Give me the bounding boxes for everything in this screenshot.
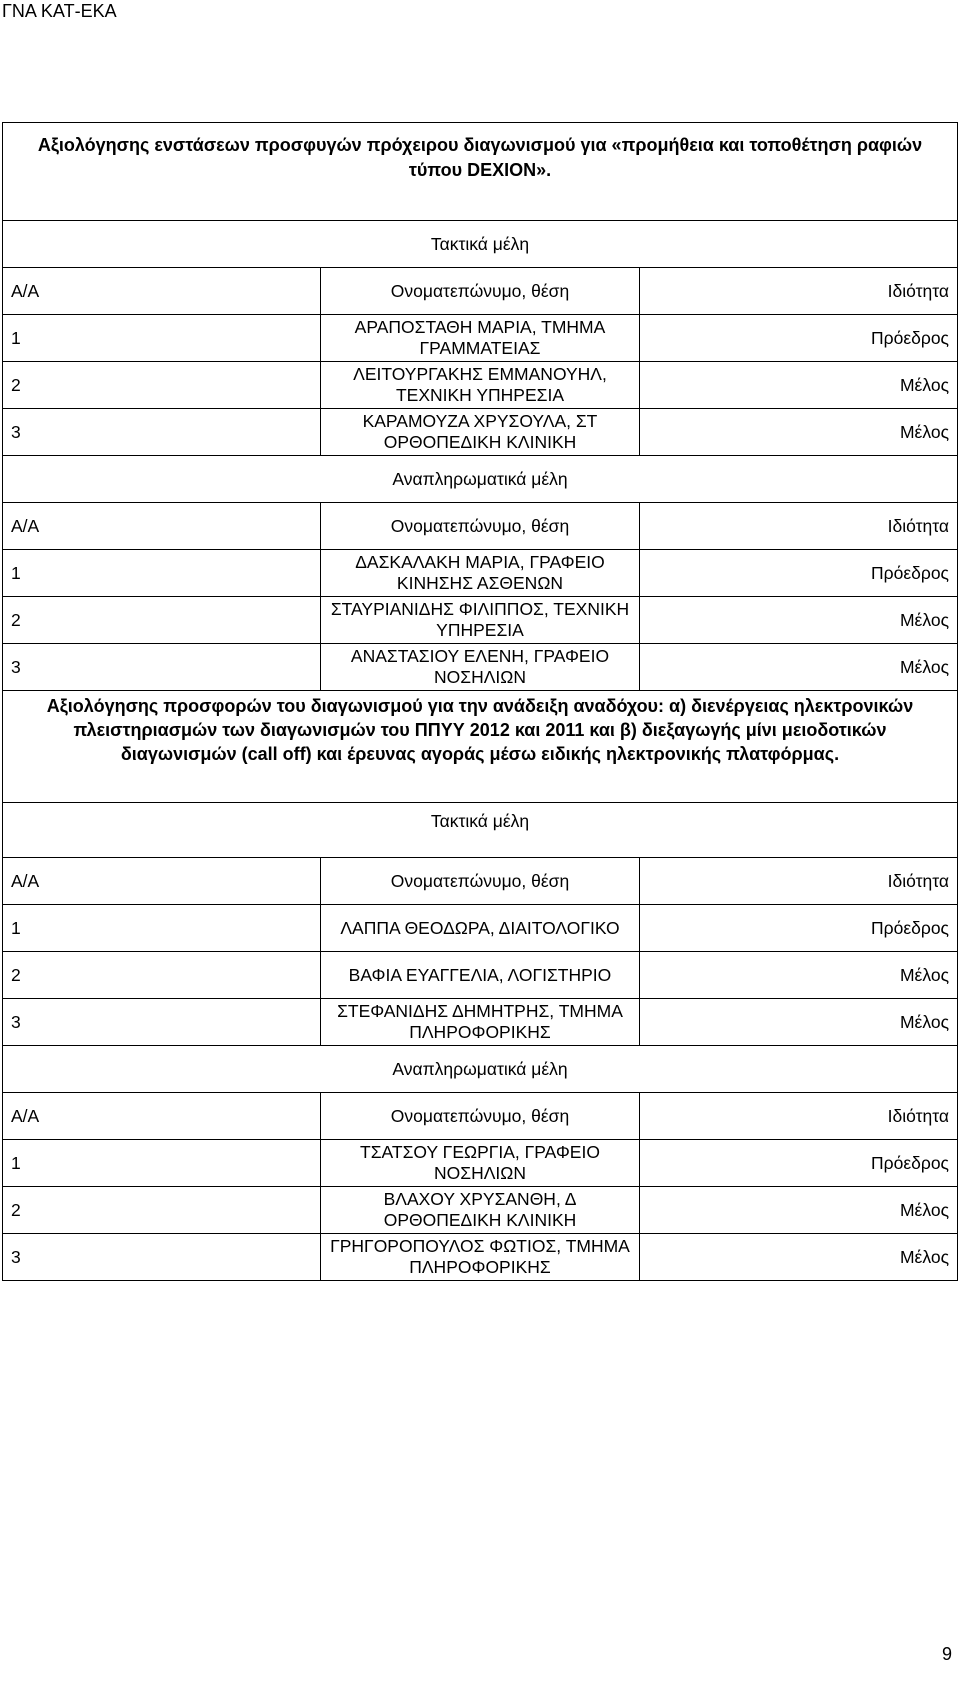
member-role: Πρόεδρος — [639, 315, 957, 362]
member-role: Μέλος — [639, 1187, 957, 1234]
member-name: ΒΑΦΙΑ ΕΥΑΓΓΕΛΙΑ, ΛΟΓΙΣΤΗΡΙΟ — [321, 952, 639, 999]
table-row — [3, 1187, 958, 1234]
column-header-row — [3, 1093, 958, 1140]
column-header-role: Ιδιότητα — [639, 268, 957, 315]
table-row — [3, 409, 958, 456]
column-header-row — [3, 858, 958, 905]
member-num: 2 — [3, 1187, 321, 1234]
member-role: Μέλος — [639, 1234, 957, 1281]
member-name: ΚΑΡΑΜΟΥΖΑ ΧΡΥΣΟΥΛΑ, ΣΤ ΟΡΘΟΠΕΔΙΚΗ ΚΛΙΝΙΚΗ — [321, 409, 639, 456]
member-num: 2 — [3, 952, 321, 999]
column-header-name: Ονοματεπώνυμο, θέση — [321, 268, 639, 315]
member-num: 1 — [3, 550, 321, 597]
column-header-num: Α/Α — [3, 1093, 321, 1140]
section-title-row — [3, 691, 958, 803]
group-row — [3, 803, 958, 858]
member-num: 2 — [3, 597, 321, 644]
member-num: 3 — [3, 644, 321, 691]
table-row — [3, 1140, 958, 1187]
column-header-name: Ονοματεπώνυμο, θέση — [321, 1093, 639, 1140]
column-header-row — [3, 503, 958, 550]
member-name: ΑΡΑΠΟΣΤΑΘΗ ΜΑΡΙΑ, ΤΜΗΜΑ ΓΡΑΜΜΑΤΕΙΑΣ — [321, 315, 639, 362]
table-row — [3, 362, 958, 409]
member-name: ΛΕΙΤΟΥΡΓΑΚΗΣ ΕΜΜΑΝΟΥΗΛ, ΤΕΧΝΙΚΗ ΥΠΗΡΕΣΙΑ — [321, 362, 639, 409]
table-row — [3, 315, 958, 362]
group-row — [3, 1046, 958, 1093]
column-header-row — [3, 268, 958, 315]
section-title: Αξιολόγησης ενστάσεων προσφυγών πρόχειρου διαγωνισμού για «προμήθεια και τοποθέτηση ραφιών τύπου DEXION». — [3, 123, 958, 221]
member-name: ΑΝΑΣΤΑΣΙΟΥ ΕΛΕΝΗ, ΓΡΑΦΕΙΟ ΝΟΣΗΛΙΩΝ — [321, 644, 639, 691]
section-title: Αξιολόγησης προσφορών του διαγωνισμού για την ανάδειξη αναδόχου: α) διενέργειας ηλεκτρονικών πλειστηριασμών των διαγωνισμών του ΠΠΥΥ 2012 και 2011 και β) διεξαγωγής μίνι μειοδοτικών διαγωνισμών (call off) και έρευνας αγοράς μέσω ειδικής ηλεκτρονικής πλατφόρμας. — [3, 691, 958, 803]
member-role: Πρόεδρος — [639, 905, 957, 952]
member-num: 2 — [3, 362, 321, 409]
member-num: 3 — [3, 1234, 321, 1281]
member-num: 3 — [3, 409, 321, 456]
member-role: Μέλος — [639, 597, 957, 644]
member-num: 1 — [3, 905, 321, 952]
column-header-role: Ιδιότητα — [639, 858, 957, 905]
member-name: ΛΑΠΠΑ ΘΕΟΔΩΡΑ, ΔΙΑΙΤΟΛΟΓΙΚΟ — [321, 905, 639, 952]
column-header-role: Ιδιότητα — [639, 1093, 957, 1140]
column-header-num: Α/Α — [3, 503, 321, 550]
member-name: ΣΤΕΦΑΝΙΔΗΣ ΔΗΜΗΤΡΗΣ, ΤΜΗΜΑ ΠΛΗΡΟΦΟΡΙΚΗΣ — [321, 999, 639, 1046]
member-name: ΤΣΑΤΣΟΥ ΓΕΩΡΓΙΑ, ΓΡΑΦΕΙΟ ΝΟΣΗΛΙΩΝ — [321, 1140, 639, 1187]
table-row — [3, 952, 958, 999]
member-name: ΣΤΑΥΡΙΑΝΙΔΗΣ ΦΙΛΙΠΠΟΣ, ΤΕΧΝΙΚΗ ΥΠΗΡΕΣΙΑ — [321, 597, 639, 644]
group-label: Αναπληρωματικά μέλη — [3, 456, 958, 503]
page-number: 9 — [941, 1644, 952, 1664]
member-role: Μέλος — [639, 409, 957, 456]
column-header-name: Ονοματεπώνυμο, θέση — [321, 858, 639, 905]
group-row — [3, 456, 958, 503]
column-header-role: Ιδιότητα — [639, 503, 957, 550]
member-num: 1 — [3, 1140, 321, 1187]
member-name: ΔΑΣΚΑΛΑΚΗ ΜΑΡΙΑ, ΓΡΑΦΕΙΟ ΚΙΝΗΣΗΣ ΑΣΘΕΝΩΝ — [321, 550, 639, 597]
member-role: Πρόεδρος — [639, 550, 957, 597]
section-title-row — [3, 123, 958, 221]
member-name: ΓΡΗΓΟΡΟΠΟΥΛΟΣ ΦΩΤΙΟΣ, ΤΜΗΜΑ ΠΛΗΡΟΦΟΡΙΚΗΣ — [321, 1234, 639, 1281]
table-row — [3, 905, 958, 952]
member-role: Μέλος — [639, 952, 957, 999]
table-row — [3, 597, 958, 644]
member-role: Μέλος — [639, 362, 957, 409]
member-role: Πρόεδρος — [639, 1140, 957, 1187]
member-name: ΒΛΑΧΟΥ ΧΡΥΣΑΝΘΗ, Δ ΟΡΘΟΠΕΔΙΚΗ ΚΛΙΝΙΚΗ — [321, 1187, 639, 1234]
group-label: Τακτικά μέλη — [3, 221, 958, 268]
column-header-num: Α/Α — [3, 858, 321, 905]
member-role: Μέλος — [639, 999, 957, 1046]
member-num: 1 — [3, 315, 321, 362]
column-header-name: Ονοματεπώνυμο, θέση — [321, 503, 639, 550]
table-row — [3, 1234, 958, 1281]
group-label: Αναπληρωματικά μέλη — [3, 1046, 958, 1093]
table-row — [3, 999, 958, 1046]
group-row — [3, 221, 958, 268]
group-label: Τακτικά μέλη — [3, 803, 958, 858]
page-header: ΓΝΑ ΚΑΤ-ΕΚΑ — [2, 1, 117, 21]
table-row — [3, 550, 958, 597]
member-role: Μέλος — [639, 644, 957, 691]
table-row — [3, 644, 958, 691]
column-header-num: Α/Α — [3, 268, 321, 315]
committees-table — [2, 122, 958, 1281]
member-num: 3 — [3, 999, 321, 1046]
